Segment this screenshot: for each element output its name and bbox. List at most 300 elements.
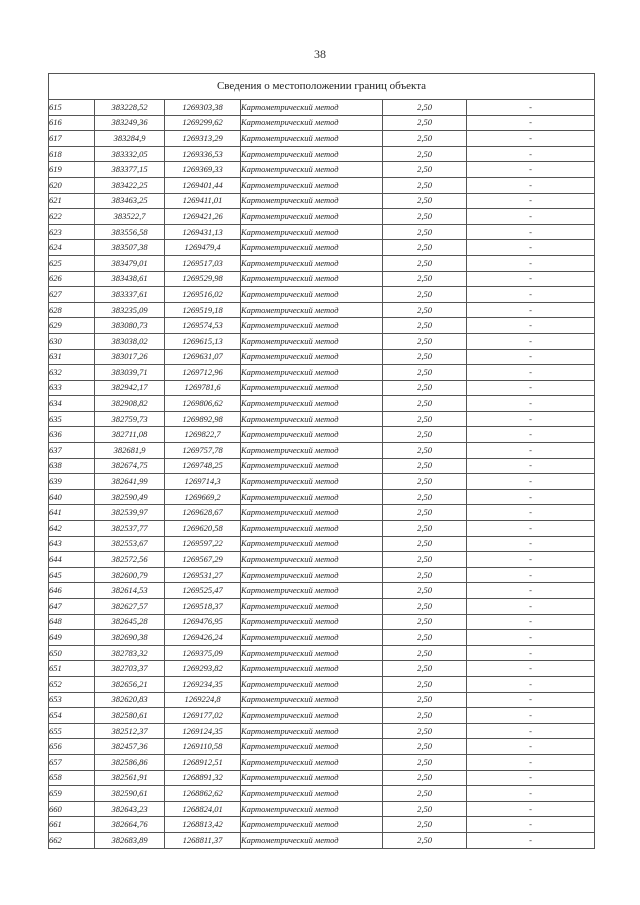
coordinate-y-cell: 1269757,78 bbox=[165, 443, 241, 459]
table-row bbox=[49, 427, 595, 443]
page-number: 38 bbox=[314, 47, 326, 61]
table-row bbox=[49, 817, 595, 833]
description-cell: - bbox=[467, 427, 595, 443]
point-number-cell: 643 bbox=[49, 536, 95, 552]
table-row bbox=[49, 396, 595, 412]
coordinate-y-cell: 1269631,07 bbox=[165, 349, 241, 365]
coordinate-x-cell: 382942,17 bbox=[95, 380, 165, 396]
method-cell: Картометрический метод bbox=[241, 162, 383, 178]
description-cell: - bbox=[467, 396, 595, 412]
coordinate-y-cell: 1269421,26 bbox=[165, 209, 241, 225]
accuracy-cell: 2,50 bbox=[383, 786, 467, 802]
point-number-cell: 660 bbox=[49, 801, 95, 817]
description-cell: - bbox=[467, 349, 595, 365]
coordinate-y-cell: 1269748,25 bbox=[165, 458, 241, 474]
coordinate-y-cell: 1268912,51 bbox=[165, 754, 241, 770]
description-cell: - bbox=[467, 193, 595, 209]
point-number-cell: 641 bbox=[49, 505, 95, 521]
accuracy-cell: 2,50 bbox=[383, 474, 467, 490]
table-row bbox=[49, 380, 595, 396]
method-cell: Картометрический метод bbox=[241, 552, 383, 568]
point-number-cell: 622 bbox=[49, 209, 95, 225]
description-cell: - bbox=[467, 521, 595, 537]
point-number-cell: 639 bbox=[49, 474, 95, 490]
point-number-cell: 632 bbox=[49, 365, 95, 381]
point-number-cell: 637 bbox=[49, 443, 95, 459]
table-row bbox=[49, 255, 595, 271]
description-cell: - bbox=[467, 708, 595, 724]
coordinate-x-cell: 382457,36 bbox=[95, 739, 165, 755]
coordinate-y-cell: 1269615,13 bbox=[165, 333, 241, 349]
method-cell: Картометрический метод bbox=[241, 411, 383, 427]
description-cell: - bbox=[467, 599, 595, 615]
method-cell: Картометрический метод bbox=[241, 271, 383, 287]
table-row bbox=[49, 708, 595, 724]
table-row bbox=[49, 240, 595, 256]
coordinate-x-cell: 383080,73 bbox=[95, 318, 165, 334]
table-row bbox=[49, 177, 595, 193]
coordinate-y-cell: 1269303,38 bbox=[165, 100, 241, 116]
coordinate-x-cell: 382614,53 bbox=[95, 583, 165, 599]
description-cell: - bbox=[467, 131, 595, 147]
table-row bbox=[49, 162, 595, 178]
coordinate-x-cell: 383228,52 bbox=[95, 100, 165, 116]
coordinate-y-cell: 1269293,82 bbox=[165, 661, 241, 677]
description-cell: - bbox=[467, 536, 595, 552]
coordinate-y-cell: 1269411,01 bbox=[165, 193, 241, 209]
table-row bbox=[49, 100, 595, 116]
coordinate-x-cell: 382553,67 bbox=[95, 536, 165, 552]
coordinate-y-cell: 1269714,3 bbox=[165, 474, 241, 490]
accuracy-cell: 2,50 bbox=[383, 552, 467, 568]
coordinate-x-cell: 383235,09 bbox=[95, 302, 165, 318]
method-cell: Картометрический метод bbox=[241, 661, 383, 677]
table-row bbox=[49, 411, 595, 427]
table-row bbox=[49, 739, 595, 755]
method-cell: Картометрический метод bbox=[241, 380, 383, 396]
accuracy-cell: 2,50 bbox=[383, 115, 467, 131]
coordinate-x-cell: 383332,05 bbox=[95, 146, 165, 162]
accuracy-cell: 2,50 bbox=[383, 427, 467, 443]
point-number-cell: 662 bbox=[49, 832, 95, 848]
coordinate-y-cell: 1269525,47 bbox=[165, 583, 241, 599]
coordinate-x-cell: 382580,61 bbox=[95, 708, 165, 724]
description-cell: - bbox=[467, 770, 595, 786]
point-number-cell: 649 bbox=[49, 630, 95, 646]
accuracy-cell: 2,50 bbox=[383, 723, 467, 739]
coordinate-x-cell: 382620,83 bbox=[95, 692, 165, 708]
method-cell: Картометрический метод bbox=[241, 302, 383, 318]
method-cell: Картометрический метод bbox=[241, 177, 383, 193]
method-cell: Картометрический метод bbox=[241, 146, 383, 162]
description-cell: - bbox=[467, 739, 595, 755]
description-cell: - bbox=[467, 567, 595, 583]
accuracy-cell: 2,50 bbox=[383, 349, 467, 365]
point-number-cell: 647 bbox=[49, 599, 95, 615]
point-number-cell: 625 bbox=[49, 255, 95, 271]
accuracy-cell: 2,50 bbox=[383, 365, 467, 381]
description-cell: - bbox=[467, 754, 595, 770]
coordinate-y-cell: 1269892,98 bbox=[165, 411, 241, 427]
coordinate-x-cell: 382664,76 bbox=[95, 817, 165, 833]
coordinate-x-cell: 383284,9 bbox=[95, 131, 165, 147]
coordinate-y-cell: 1269669,2 bbox=[165, 489, 241, 505]
description-cell: - bbox=[467, 489, 595, 505]
description-cell: - bbox=[467, 676, 595, 692]
accuracy-cell: 2,50 bbox=[383, 614, 467, 630]
table-row bbox=[49, 489, 595, 505]
description-cell: - bbox=[467, 552, 595, 568]
coordinate-x-cell: 382627,57 bbox=[95, 599, 165, 615]
table-title: Сведения о местоположении границ объекта bbox=[49, 74, 595, 100]
coordinate-y-cell: 1269110,58 bbox=[165, 739, 241, 755]
accuracy-cell: 2,50 bbox=[383, 708, 467, 724]
table-header-row bbox=[49, 74, 595, 100]
accuracy-cell: 2,50 bbox=[383, 817, 467, 833]
description-cell: - bbox=[467, 162, 595, 178]
method-cell: Картометрический метод bbox=[241, 240, 383, 256]
accuracy-cell: 2,50 bbox=[383, 630, 467, 646]
table-row bbox=[49, 365, 595, 381]
coordinate-y-cell: 1269516,02 bbox=[165, 287, 241, 303]
method-cell: Картометрический метод bbox=[241, 443, 383, 459]
table-row bbox=[49, 645, 595, 661]
table-row bbox=[49, 318, 595, 334]
coordinate-x-cell: 382590,61 bbox=[95, 786, 165, 802]
coordinate-y-cell: 1269401,44 bbox=[165, 177, 241, 193]
description-cell: - bbox=[467, 583, 595, 599]
point-number-cell: 635 bbox=[49, 411, 95, 427]
method-cell: Картометрический метод bbox=[241, 676, 383, 692]
coordinate-y-cell: 1269628,67 bbox=[165, 505, 241, 521]
method-cell: Картометрический метод bbox=[241, 209, 383, 225]
coordinate-x-cell: 382537,77 bbox=[95, 521, 165, 537]
coordinate-y-cell: 1269124,35 bbox=[165, 723, 241, 739]
method-cell: Картометрический метод bbox=[241, 614, 383, 630]
method-cell: Картометрический метод bbox=[241, 474, 383, 490]
coordinate-y-cell: 1269518,37 bbox=[165, 599, 241, 615]
point-number-cell: 633 bbox=[49, 380, 95, 396]
coordinate-y-cell: 1269336,53 bbox=[165, 146, 241, 162]
coordinate-y-cell: 1269531,27 bbox=[165, 567, 241, 583]
coordinate-y-cell: 1269712,96 bbox=[165, 365, 241, 381]
accuracy-cell: 2,50 bbox=[383, 193, 467, 209]
description-cell: - bbox=[467, 723, 595, 739]
method-cell: Картометрический метод bbox=[241, 801, 383, 817]
coordinate-y-cell: 1269224,8 bbox=[165, 692, 241, 708]
table-row bbox=[49, 832, 595, 848]
point-number-cell: 630 bbox=[49, 333, 95, 349]
coordinate-y-cell: 1269234,35 bbox=[165, 676, 241, 692]
table-row bbox=[49, 474, 595, 490]
description-cell: - bbox=[467, 817, 595, 833]
point-number-cell: 655 bbox=[49, 723, 95, 739]
method-cell: Картометрический метод bbox=[241, 333, 383, 349]
accuracy-cell: 2,50 bbox=[383, 754, 467, 770]
description-cell: - bbox=[467, 645, 595, 661]
description-cell: - bbox=[467, 832, 595, 848]
method-cell: Картометрический метод bbox=[241, 224, 383, 240]
point-number-cell: 634 bbox=[49, 396, 95, 412]
accuracy-cell: 2,50 bbox=[383, 396, 467, 412]
table-row bbox=[49, 115, 595, 131]
method-cell: Картометрический метод bbox=[241, 708, 383, 724]
table-row bbox=[49, 302, 595, 318]
description-cell: - bbox=[467, 271, 595, 287]
point-number-cell: 627 bbox=[49, 287, 95, 303]
method-cell: Картометрический метод bbox=[241, 536, 383, 552]
accuracy-cell: 2,50 bbox=[383, 209, 467, 225]
coordinate-x-cell: 382561,91 bbox=[95, 770, 165, 786]
coordinate-x-cell: 382645,28 bbox=[95, 614, 165, 630]
method-cell: Картометрический метод bbox=[241, 427, 383, 443]
table-row bbox=[49, 193, 595, 209]
coordinate-y-cell: 1269781,6 bbox=[165, 380, 241, 396]
method-cell: Картометрический метод bbox=[241, 630, 383, 646]
coordinate-x-cell: 382703,37 bbox=[95, 661, 165, 677]
accuracy-cell: 2,50 bbox=[383, 645, 467, 661]
coordinate-x-cell: 383422,25 bbox=[95, 177, 165, 193]
point-number-cell: 624 bbox=[49, 240, 95, 256]
method-cell: Картометрический метод bbox=[241, 567, 383, 583]
boundary-coordinates-table bbox=[48, 73, 595, 849]
description-cell: - bbox=[467, 786, 595, 802]
coordinate-y-cell: 1269567,29 bbox=[165, 552, 241, 568]
table-row bbox=[49, 146, 595, 162]
point-number-cell: 615 bbox=[49, 100, 95, 116]
description-cell: - bbox=[467, 458, 595, 474]
coordinate-y-cell: 1269476,95 bbox=[165, 614, 241, 630]
accuracy-cell: 2,50 bbox=[383, 739, 467, 755]
coordinate-x-cell: 382711,08 bbox=[95, 427, 165, 443]
coordinate-x-cell: 383507,38 bbox=[95, 240, 165, 256]
accuracy-cell: 2,50 bbox=[383, 770, 467, 786]
coordinate-y-cell: 1269375,09 bbox=[165, 645, 241, 661]
description-cell: - bbox=[467, 801, 595, 817]
point-number-cell: 642 bbox=[49, 521, 95, 537]
description-cell: - bbox=[467, 443, 595, 459]
coordinate-x-cell: 383249,36 bbox=[95, 115, 165, 131]
coordinate-y-cell: 1269431,13 bbox=[165, 224, 241, 240]
accuracy-cell: 2,50 bbox=[383, 458, 467, 474]
coordinate-x-cell: 382590,49 bbox=[95, 489, 165, 505]
description-cell: - bbox=[467, 240, 595, 256]
coordinate-x-cell: 383377,15 bbox=[95, 162, 165, 178]
accuracy-cell: 2,50 bbox=[383, 255, 467, 271]
table-row bbox=[49, 521, 595, 537]
coordinate-x-cell: 382586,86 bbox=[95, 754, 165, 770]
description-cell: - bbox=[467, 255, 595, 271]
coordinate-x-cell: 383479,01 bbox=[95, 255, 165, 271]
method-cell: Картометрический метод bbox=[241, 505, 383, 521]
table-row bbox=[49, 567, 595, 583]
coordinate-y-cell: 1269369,33 bbox=[165, 162, 241, 178]
table-row bbox=[49, 723, 595, 739]
method-cell: Картометрический метод bbox=[241, 458, 383, 474]
accuracy-cell: 2,50 bbox=[383, 661, 467, 677]
accuracy-cell: 2,50 bbox=[383, 536, 467, 552]
method-cell: Картометрический метод bbox=[241, 489, 383, 505]
point-number-cell: 650 bbox=[49, 645, 95, 661]
table-row bbox=[49, 583, 595, 599]
table-row bbox=[49, 786, 595, 802]
description-cell: - bbox=[467, 209, 595, 225]
point-number-cell: 616 bbox=[49, 115, 95, 131]
description-cell: - bbox=[467, 692, 595, 708]
table-row bbox=[49, 630, 595, 646]
method-cell: Картометрический метод bbox=[241, 786, 383, 802]
coordinate-y-cell: 1269313,29 bbox=[165, 131, 241, 147]
point-number-cell: 640 bbox=[49, 489, 95, 505]
method-cell: Картометрический метод bbox=[241, 770, 383, 786]
point-number-cell: 619 bbox=[49, 162, 95, 178]
accuracy-cell: 2,50 bbox=[383, 832, 467, 848]
coordinate-y-cell: 1268862,62 bbox=[165, 786, 241, 802]
description-cell: - bbox=[467, 318, 595, 334]
coordinate-x-cell: 383017,26 bbox=[95, 349, 165, 365]
coordinate-x-cell: 382600,79 bbox=[95, 567, 165, 583]
accuracy-cell: 2,50 bbox=[383, 567, 467, 583]
point-number-cell: 621 bbox=[49, 193, 95, 209]
table-row bbox=[49, 552, 595, 568]
point-number-cell: 618 bbox=[49, 146, 95, 162]
coordinate-x-cell: 382783,32 bbox=[95, 645, 165, 661]
point-number-cell: 644 bbox=[49, 552, 95, 568]
point-number-cell: 646 bbox=[49, 583, 95, 599]
coordinate-y-cell: 1269426,24 bbox=[165, 630, 241, 646]
coordinate-y-cell: 1269574,53 bbox=[165, 318, 241, 334]
table-row bbox=[49, 754, 595, 770]
accuracy-cell: 2,50 bbox=[383, 692, 467, 708]
method-cell: Картометрический метод bbox=[241, 521, 383, 537]
method-cell: Картометрический метод bbox=[241, 692, 383, 708]
coordinate-x-cell: 382572,56 bbox=[95, 552, 165, 568]
method-cell: Картометрический метод bbox=[241, 832, 383, 848]
point-number-cell: 652 bbox=[49, 676, 95, 692]
method-cell: Картометрический метод bbox=[241, 723, 383, 739]
table-row bbox=[49, 505, 595, 521]
point-number-cell: 661 bbox=[49, 817, 95, 833]
method-cell: Картометрический метод bbox=[241, 583, 383, 599]
accuracy-cell: 2,50 bbox=[383, 302, 467, 318]
table-row bbox=[49, 770, 595, 786]
table-row bbox=[49, 458, 595, 474]
accuracy-cell: 2,50 bbox=[383, 676, 467, 692]
coordinate-y-cell: 1269529,98 bbox=[165, 271, 241, 287]
table-row bbox=[49, 536, 595, 552]
table-row bbox=[49, 614, 595, 630]
coordinate-x-cell: 383039,71 bbox=[95, 365, 165, 381]
point-number-cell: 658 bbox=[49, 770, 95, 786]
point-number-cell: 657 bbox=[49, 754, 95, 770]
point-number-cell: 629 bbox=[49, 318, 95, 334]
table-body bbox=[49, 100, 595, 849]
coordinate-x-cell: 383463,25 bbox=[95, 193, 165, 209]
coordinate-x-cell: 382512,37 bbox=[95, 723, 165, 739]
table-row bbox=[49, 209, 595, 225]
point-number-cell: 638 bbox=[49, 458, 95, 474]
method-cell: Картометрический метод bbox=[241, 193, 383, 209]
accuracy-cell: 2,50 bbox=[383, 100, 467, 116]
method-cell: Картометрический метод bbox=[241, 287, 383, 303]
accuracy-cell: 2,50 bbox=[383, 224, 467, 240]
coordinate-y-cell: 1269479,4 bbox=[165, 240, 241, 256]
table-row bbox=[49, 443, 595, 459]
point-number-cell: 628 bbox=[49, 302, 95, 318]
accuracy-cell: 2,50 bbox=[383, 380, 467, 396]
point-number-cell: 656 bbox=[49, 739, 95, 755]
table-row bbox=[49, 349, 595, 365]
description-cell: - bbox=[467, 380, 595, 396]
point-number-cell: 626 bbox=[49, 271, 95, 287]
accuracy-cell: 2,50 bbox=[383, 240, 467, 256]
accuracy-cell: 2,50 bbox=[383, 271, 467, 287]
method-cell: Картометрический метод bbox=[241, 115, 383, 131]
table-row bbox=[49, 801, 595, 817]
accuracy-cell: 2,50 bbox=[383, 131, 467, 147]
description-cell: - bbox=[467, 224, 595, 240]
coordinate-x-cell: 382683,89 bbox=[95, 832, 165, 848]
point-number-cell: 653 bbox=[49, 692, 95, 708]
description-cell: - bbox=[467, 115, 595, 131]
description-cell: - bbox=[467, 100, 595, 116]
method-cell: Картометрический метод bbox=[241, 396, 383, 412]
accuracy-cell: 2,50 bbox=[383, 318, 467, 334]
table-row bbox=[49, 661, 595, 677]
accuracy-cell: 2,50 bbox=[383, 443, 467, 459]
coordinate-x-cell: 382690,38 bbox=[95, 630, 165, 646]
coordinate-y-cell: 1269517,03 bbox=[165, 255, 241, 271]
coordinate-x-cell: 382641,99 bbox=[95, 474, 165, 490]
coordinate-y-cell: 1269597,22 bbox=[165, 536, 241, 552]
coordinate-y-cell: 1269620,58 bbox=[165, 521, 241, 537]
coordinate-x-cell: 383038,02 bbox=[95, 333, 165, 349]
coordinate-x-cell: 382643,23 bbox=[95, 801, 165, 817]
description-cell: - bbox=[467, 505, 595, 521]
accuracy-cell: 2,50 bbox=[383, 489, 467, 505]
point-number-cell: 636 bbox=[49, 427, 95, 443]
table-row bbox=[49, 271, 595, 287]
table-row bbox=[49, 287, 595, 303]
accuracy-cell: 2,50 bbox=[383, 177, 467, 193]
description-cell: - bbox=[467, 474, 595, 490]
method-cell: Картометрический метод bbox=[241, 100, 383, 116]
coordinate-x-cell: 383438,61 bbox=[95, 271, 165, 287]
description-cell: - bbox=[467, 661, 595, 677]
table-row bbox=[49, 676, 595, 692]
method-cell: Картометрический метод bbox=[241, 349, 383, 365]
method-cell: Картометрический метод bbox=[241, 365, 383, 381]
method-cell: Картометрический метод bbox=[241, 131, 383, 147]
table-row bbox=[49, 224, 595, 240]
point-number-cell: 620 bbox=[49, 177, 95, 193]
accuracy-cell: 2,50 bbox=[383, 599, 467, 615]
description-cell: - bbox=[467, 333, 595, 349]
point-number-cell: 651 bbox=[49, 661, 95, 677]
coordinate-y-cell: 1269806,62 bbox=[165, 396, 241, 412]
coordinate-x-cell: 382674,75 bbox=[95, 458, 165, 474]
description-cell: - bbox=[467, 365, 595, 381]
point-number-cell: 645 bbox=[49, 567, 95, 583]
coordinate-x-cell: 382681,9 bbox=[95, 443, 165, 459]
accuracy-cell: 2,50 bbox=[383, 146, 467, 162]
coordinate-x-cell: 383556,58 bbox=[95, 224, 165, 240]
table-row bbox=[49, 333, 595, 349]
method-cell: Картометрический метод bbox=[241, 817, 383, 833]
accuracy-cell: 2,50 bbox=[383, 411, 467, 427]
coordinate-y-cell: 1268811,37 bbox=[165, 832, 241, 848]
coordinate-y-cell: 1268824,01 bbox=[165, 801, 241, 817]
